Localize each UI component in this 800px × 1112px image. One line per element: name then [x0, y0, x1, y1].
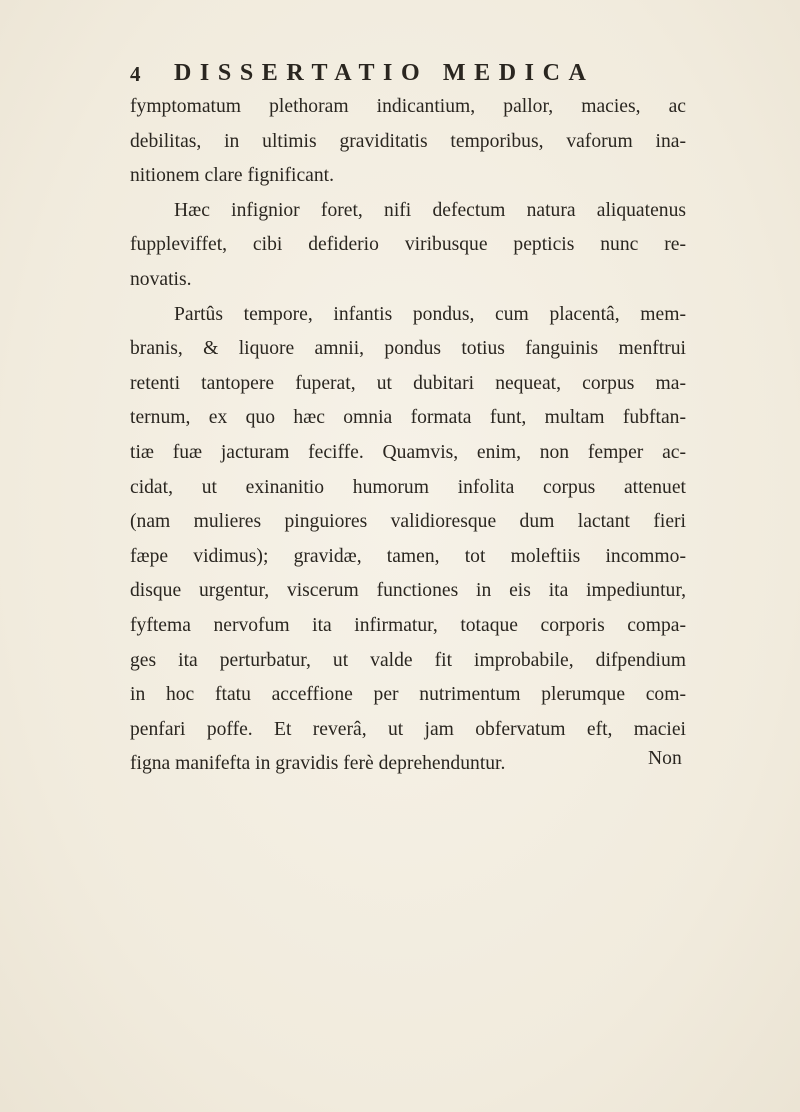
text-line: cidat, ut exinanitio humorum infolita corpus attenuet: [130, 476, 686, 498]
text-line: Partûs tempore, infantis pondus, cum placentâ, mem-: [174, 303, 686, 325]
text-line: ternum, ex quo hæc omnia formata funt, multam fubftan-: [130, 407, 686, 429]
text-line: penfari poffe. Et reverâ, ut jam obfervatum eft, maciei: [130, 718, 686, 740]
page-number: 4: [130, 62, 141, 86]
text-line: nitionem clare fignificant.: [130, 165, 335, 187]
text-line: in hoc ftatu acceffione per nutrimentum plerumque com-: [130, 684, 686, 706]
text-line: fymptomatum plethoram indicantium, pallor, macies, ac: [130, 96, 686, 117]
catchword: Non: [648, 748, 682, 769]
body-text: [130, 90, 686, 782]
text-line: debilitas, in ultimis graviditatis temporibus, vaforum ina-: [130, 130, 686, 152]
text-line: fuppleviffet, cibi defiderio viribusque pepticis nunc re-: [130, 234, 686, 256]
text-line: (nam mulieres pinguiores validioresque dum lactant fieri: [130, 511, 686, 533]
text-line: figna manifefta in gravidis ferè deprehenduntur.: [130, 753, 506, 775]
running-head: [130, 62, 690, 92]
text-line: disque urgentur, viscerum functiones in eis ita impediuntur,: [130, 580, 686, 602]
text-line: retenti tantopere fuperat, ut dubitari nequeat, corpus ma-: [130, 372, 686, 394]
running-title: DISSERTATIO MEDICA: [174, 60, 595, 86]
text-line: tiæ fuæ jacturam feciffe. Quamvis, enim, non femper ac-: [130, 441, 686, 463]
text-line: branis, & liquore amnii, pondus totius fanguinis menftrui: [130, 338, 686, 360]
text-line: fyftema nervofum ita infirmatur, totaque corporis compa-: [130, 614, 686, 636]
text-line: ges ita perturbatur, ut valde fit improbabile, difpendium: [130, 649, 686, 671]
text-line: fæpe vidimus); gravidæ, tamen, tot moleftiis incommo-: [130, 545, 686, 567]
text-line: novatis.: [130, 268, 192, 290]
text-line: Hæc infignior foret, nifi defectum natura aliquatenus: [174, 199, 686, 221]
